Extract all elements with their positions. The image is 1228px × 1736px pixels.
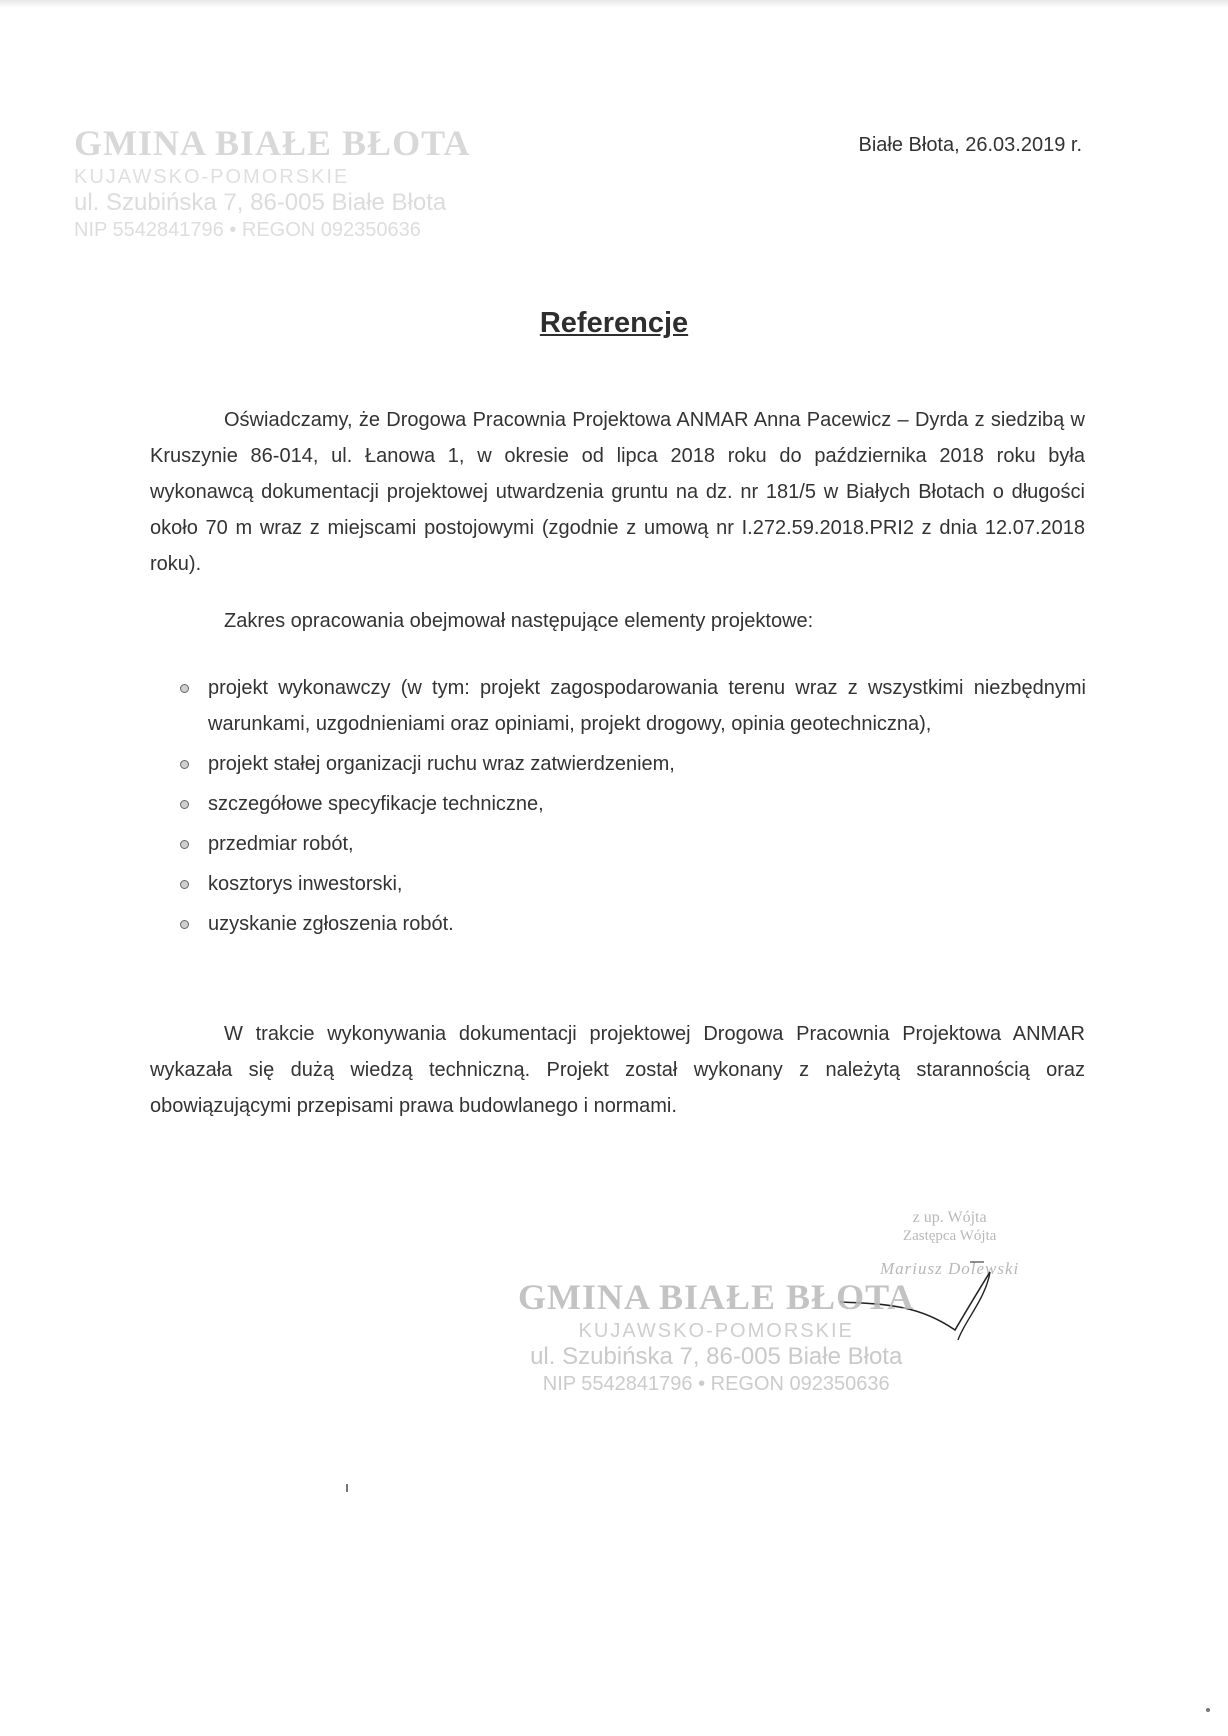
list-item-text: kosztorys inwestorski, bbox=[208, 873, 403, 895]
signature-line-1: z up. Wójta bbox=[912, 1209, 987, 1226]
signature-line-2: Zastępca Wójta bbox=[902, 1228, 997, 1245]
list-item bbox=[176, 670, 1086, 742]
list-item-text: szczegółowe specyfikacje techniczne, bbox=[208, 793, 544, 815]
signature-stamp bbox=[518, 1276, 914, 1396]
signature-name: Mariusz Dolewski bbox=[880, 1259, 1020, 1279]
list-item bbox=[176, 866, 1086, 902]
bullet-icon bbox=[180, 840, 189, 849]
document-date: Białe Błota, 26.03.2019 r. bbox=[858, 134, 1082, 156]
list-item bbox=[176, 906, 1086, 942]
list-item-text: uzyskanie zgłoszenia robót. bbox=[208, 913, 454, 935]
list-item bbox=[176, 746, 1086, 782]
list-item-text: przedmiar robót, bbox=[208, 833, 354, 855]
stamp-address: ul. Szubińska 7, 86-005 Białe Błota bbox=[530, 1343, 903, 1371]
stamp-region: KUJAWSKO-POMORSKIE bbox=[578, 1320, 854, 1343]
scan-speck bbox=[1206, 1708, 1210, 1712]
list-item bbox=[176, 786, 1086, 822]
list-item bbox=[176, 826, 1086, 862]
stamp-name: GMINA BIAŁE BŁOTA bbox=[518, 1277, 915, 1317]
scope-list bbox=[176, 670, 1086, 946]
document-title: Referencje bbox=[539, 307, 689, 339]
stamp-name: GMINA BIAŁE BŁOTA bbox=[74, 123, 471, 163]
letterhead-stamp bbox=[74, 122, 470, 242]
stamp-ids: NIP 5542841796 • REGON 092350636 bbox=[542, 1372, 890, 1395]
list-item-text: projekt stałej organizacji ruchu wraz zatwierdzeniem, bbox=[208, 753, 675, 775]
scan-speck bbox=[346, 1484, 348, 1492]
bullet-icon bbox=[180, 800, 189, 809]
stamp-address: ul. Szubińska 7, 86-005 Białe Błota bbox=[74, 189, 447, 217]
bullet-icon bbox=[180, 684, 189, 693]
bullet-icon bbox=[180, 880, 189, 889]
bullet-icon bbox=[180, 920, 189, 929]
scan-edge bbox=[0, 0, 1228, 8]
scope-intro: Zakres opracowania obejmował następujące elementy projektowe: bbox=[224, 610, 814, 632]
stamp-region: KUJAWSKO-POMORSKIE bbox=[74, 166, 350, 189]
stamp-ids: NIP 5542841796 • REGON 092350636 bbox=[74, 218, 421, 241]
list-item-text: projekt wykonawczy (w tym: projekt zagospodarowania terenu wraz z wszystkimi niezbędnymi warunkami, uzgodnieniami oraz opiniami, projekt drogowy, opinia geotechniczna), bbox=[208, 677, 1086, 735]
paragraph-intro: Oświadczamy, że Drogowa Pracownia Projektowa ANMAR Anna Pacewicz – Dyrda z siedzibą w Kruszynie 86-014, ul. Łanowa 1, w okresie od lipca 2018 roku do października 2018 roku była wykonawcą dokumentacji projektowej utwardzenia gruntu na dz. nr 181/5 w Białych Błotach o długości około 70 m wraz z miejscami postojowymi (zgodnie z umową nr I.272.59.2018.PRI2 z dnia 12.07.2018 roku). bbox=[150, 409, 1085, 575]
bullet-icon bbox=[180, 760, 189, 769]
paragraph-conclusion: W trakcie wykonywania dokumentacji projektowej Drogowa Pracownia Projektowa ANMAR wykazała się dużą wiedzą techniczną. Projekt został wykonany z należytą starannością oraz obowiązującymi przepisami prawa budowlanego i normami. bbox=[150, 1023, 1085, 1117]
